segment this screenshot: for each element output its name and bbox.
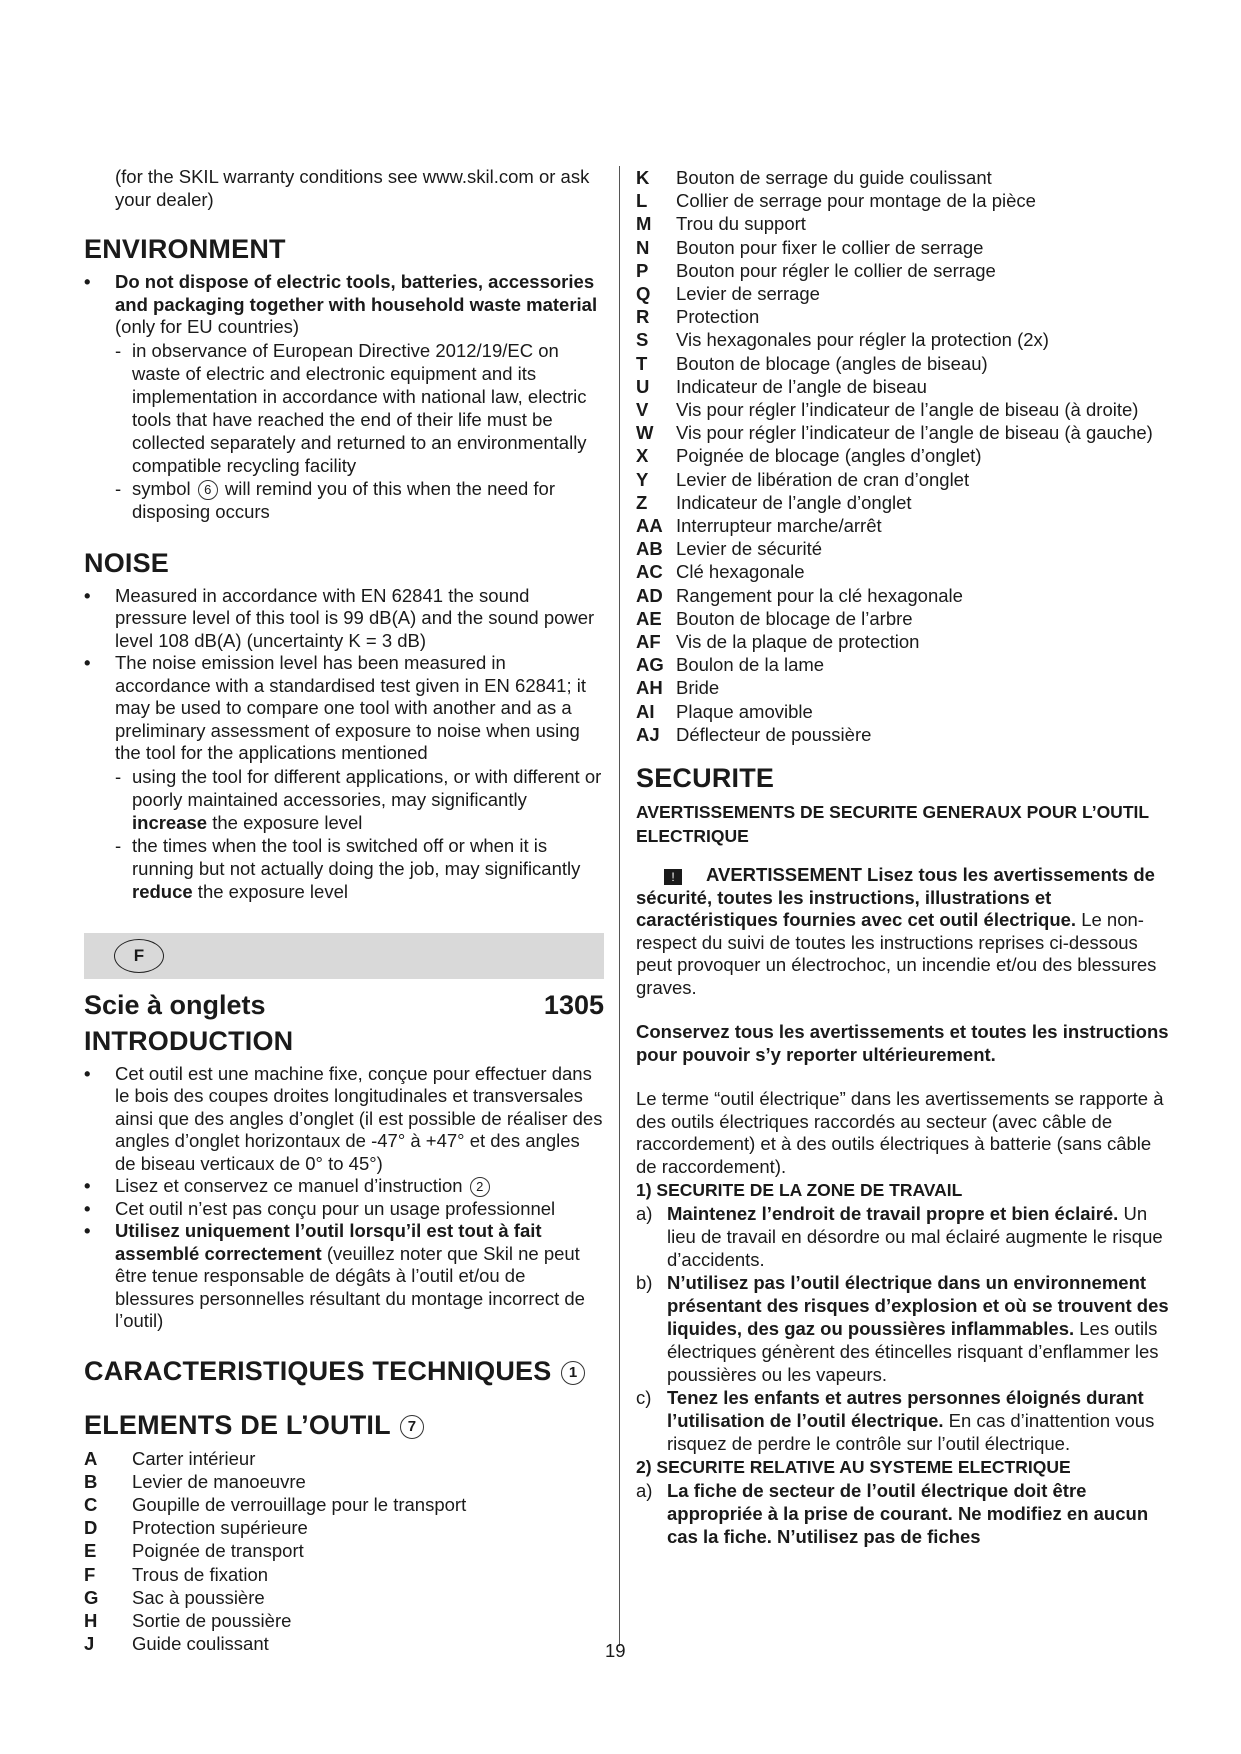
- noise-bullet-2-text: The noise emission level has been measured in accordance with a standardised test given in EN 62841; it may be used to compare one tool with another and as a preliminary assessment of exposure to noise when using the tool for the applications mentioned: [115, 652, 587, 763]
- part-letter: AF: [636, 631, 661, 653]
- part-letter: Y: [636, 468, 649, 490]
- environment-dash-list: [115, 339, 604, 523]
- part-letter: F: [84, 1563, 96, 1585]
- part-letter: AC: [636, 561, 663, 583]
- page-number: 19: [605, 1640, 626, 1661]
- part-description: Levier de serrage: [676, 283, 820, 305]
- noise-dash-2-post: the exposure level: [192, 880, 348, 902]
- part-description: Sac à poussière: [132, 1586, 265, 1608]
- intro-bullet-3: • Cet outil n’est pas conçu pour un usage professionnel: [84, 1198, 604, 1221]
- warranty-note: (for the SKIL warranty conditions see www.skil.com or ask your dealer): [115, 166, 590, 210]
- part-description: Déflecteur de poussière: [676, 723, 872, 745]
- part-letter: C: [84, 1493, 98, 1515]
- part-letter: P: [636, 259, 649, 281]
- intro-bullet-4: [84, 1220, 604, 1333]
- intro-bullet-4-bold: Utilisez uniquement l’outil lorsqu’il est tout à fait assemblé correctement: [115, 1220, 542, 1264]
- section-1-b-bold: N’utilisez pas l’outil électrique dans un environnement présentant des risques d’explosion et où se trouvent des liquides, des gaz ou poussières inflammables.: [667, 1272, 1169, 1340]
- intro-bullet-2-text: Lisez et conservez ce manuel d’instruction: [115, 1175, 468, 1196]
- right-column: [636, 166, 1176, 1548]
- specs-heading-text: CARACTERISTIQUES TECHNIQUES: [84, 1355, 552, 1386]
- environment-dash-2-post: will remind you of this when the need for disposing occurs: [132, 477, 555, 522]
- column-divider: [619, 166, 620, 1646]
- warning-triangle-icon: !: [664, 869, 682, 885]
- part-description: Rangement pour la clé hexagonale: [676, 584, 963, 606]
- specs-heading: [84, 1355, 604, 1387]
- part-letter: AB: [636, 538, 663, 560]
- part-description: Interrupteur marche/arrêt: [676, 515, 882, 537]
- part-description: Levier de manoeuvre: [132, 1470, 306, 1492]
- part-description: Poignée de blocage (angles d’onglet): [676, 445, 982, 467]
- keep-instructions: Conservez tous les avertissements et toutes les instructions pour pouvoir s’y reporter ultérieurement.: [636, 1021, 1169, 1065]
- noise-dash-2-bold: reduce: [132, 880, 193, 902]
- part-description: Bouton de blocage (angles de biseau): [676, 352, 988, 374]
- part-letter: T: [636, 352, 648, 374]
- figure-ref-7: 7: [400, 1415, 424, 1439]
- securite-subheading: AVERTISSEMENTS DE SECURITE GENERAUX POUR L’OUTIL ELECTRIQUE: [636, 802, 1149, 847]
- noise-bullet-1: • Measured in accordance with EN 62841 the sound pressure level of this tool is 99 dB(A) and the sound power level 108 dB(A) (uncertainty K = 3 dB): [84, 585, 604, 653]
- section-2-item-a: [636, 1479, 1176, 1548]
- warning-bold: AVERTISSEMENT Lisez tous les avertissements de sécurité, toutes les instructions, illustrations et caractéristiques fournies avec cet outil électrique.: [636, 864, 1155, 931]
- section-1-c-text: En cas d’inattention vous risquez de perdre le contrôle sur l’outil électrique.: [667, 1410, 1155, 1455]
- part-description: Levier de sécurité: [676, 538, 823, 560]
- part-letter: M: [636, 213, 652, 235]
- part-letter: Q: [636, 283, 651, 305]
- language-badge: F: [114, 939, 164, 973]
- warning-text: Le non-respect du suivi de toutes les instructions reprises ci-dessous peut provoquer un électrochoc, un incendie et/ou des blessures graves.: [636, 909, 1157, 998]
- noise-dash-1-pre: using the tool for different applications, or with different or poorly maintained accessories, may significantly: [132, 765, 602, 810]
- section-1-list: [636, 1202, 1176, 1455]
- part-letter: R: [636, 306, 650, 328]
- noise-dash-1: [115, 765, 604, 834]
- part-description: Vis de la plaque de protection: [676, 631, 920, 653]
- part-letter: U: [636, 375, 650, 397]
- part-description: Trou du support: [676, 213, 806, 235]
- section-1-c-bold: Tenez les enfants et autres personnes éloignés durant l’utilisation de l’outil électrique.: [667, 1387, 1144, 1432]
- part-description: Protection supérieure: [132, 1517, 308, 1539]
- noise-dash-1-bold: increase: [132, 811, 208, 833]
- part-description: Vis pour régler l’indicateur de l’angle de biseau (à droite): [676, 399, 1139, 421]
- parts-list-right: [636, 166, 1176, 746]
- product-title-row: [84, 987, 604, 1023]
- part-letter: W: [636, 422, 654, 444]
- part-letter: K: [636, 167, 650, 188]
- figure-ref-6: 6: [198, 480, 218, 500]
- environment-list: [84, 271, 604, 523]
- noise-dash-2-pre: the times when the tool is switched off or when it is running but not actually doing the job, may significantly: [132, 834, 581, 879]
- noise-heading: NOISE: [84, 547, 170, 578]
- section-1-item-b: [636, 1271, 1176, 1386]
- part-description: Bouton pour régler le collier de serrage: [676, 259, 996, 281]
- part-description: Goupille de verrouillage pour le transport: [132, 1493, 467, 1515]
- part-description: Bouton de serrage du guide coulissant: [676, 167, 992, 188]
- part-description: Trous de fixation: [132, 1563, 269, 1585]
- section-1-item-c: [636, 1386, 1176, 1455]
- part-description: Bride: [676, 677, 720, 699]
- section-1-b-text: Les outils électriques génèrent des étincelles risquant d’enflammer les poussières ou les vapeurs.: [667, 1318, 1159, 1386]
- product-title: Scie à onglets: [84, 989, 266, 1020]
- figure-ref-2: 2: [470, 1177, 490, 1197]
- term-paragraph: Le terme “outil électrique” dans les avertissements se rapporte à des outils électriques raccordés au secteur (avec câble de raccordement) et à des outils électriques à batterie (sans câble de raccordement).: [636, 1088, 1164, 1177]
- item-a-label: a): [636, 1480, 653, 1502]
- part-description: Plaque amovible: [676, 700, 813, 722]
- environment-bullet-rest: (only for EU countries): [115, 316, 300, 337]
- section-1-heading: 1) SECURITE DE LA ZONE DE TRAVAIL: [636, 1180, 963, 1201]
- part-letter: AD: [636, 584, 663, 606]
- part-letter: AJ: [636, 723, 660, 745]
- part-description: Carter intérieur: [132, 1447, 256, 1469]
- section-1-a-bold: Maintenez l’endroit de travail propre et bien éclairé.: [667, 1203, 1119, 1225]
- elements-heading: [84, 1409, 604, 1441]
- environment-dash-2-pre: symbol: [132, 477, 196, 499]
- language-band: [84, 933, 604, 979]
- introduction-list: [84, 1063, 604, 1333]
- part-description: Bouton de blocage de l’arbre: [676, 607, 913, 629]
- environment-bullet: [84, 271, 604, 523]
- part-description: Sortie de poussière: [132, 1609, 292, 1631]
- noise-bullet-2: [84, 652, 604, 903]
- part-description: Protection: [676, 306, 760, 328]
- section-1-a-text: Un lieu de travail en désordre ou mal éclairé augmente le risque d’accidents.: [667, 1203, 1163, 1271]
- securite-heading: SECURITE: [636, 763, 775, 794]
- part-letter: E: [84, 1540, 97, 1562]
- intro-bullet-1: • Cet outil est une machine fixe, conçue pour effectuer dans le bois des coupes droites longitudinales et transversales ainsi que des angles d’onglet (il est possible de réaliser des angles d’onglet horizontaux de -47° à +47° et des angles de biseau verticaux de 0° to 45°): [84, 1063, 604, 1176]
- figure-ref-1: 1: [561, 1361, 585, 1385]
- intro-bullet-2: [84, 1175, 604, 1198]
- part-letter: A: [84, 1447, 98, 1469]
- part-letter: G: [84, 1586, 99, 1608]
- part-letter: AG: [636, 654, 664, 676]
- part-description: Poignée de transport: [132, 1540, 304, 1562]
- warning-paragraph: [636, 864, 1176, 999]
- section-2-list: [636, 1479, 1176, 1548]
- parts-list-left: [84, 1447, 604, 1656]
- part-letter: X: [636, 445, 649, 467]
- part-letter: J: [84, 1633, 95, 1655]
- part-letter: H: [84, 1609, 98, 1631]
- part-letter: AE: [636, 607, 662, 629]
- left-column: [84, 166, 604, 1655]
- item-a-label: a): [636, 1203, 653, 1225]
- noise-list: [84, 585, 604, 903]
- environment-heading: ENVIRONMENT: [84, 234, 286, 264]
- part-description: Guide coulissant: [132, 1633, 269, 1655]
- product-number: 1305: [543, 989, 604, 1020]
- part-description: Clé hexagonale: [676, 561, 805, 583]
- item-c-label: c): [636, 1387, 652, 1409]
- noise-dash-list: [115, 765, 604, 903]
- part-letter: AH: [636, 677, 663, 699]
- elements-heading-text: ELEMENTS DE L’OUTIL: [84, 1409, 391, 1440]
- part-letter: S: [636, 329, 649, 351]
- part-letter: Z: [636, 491, 648, 513]
- section-1-item-a: [636, 1202, 1176, 1271]
- part-letter: V: [636, 399, 649, 421]
- item-b-label: b): [636, 1272, 653, 1294]
- part-letter: L: [636, 190, 648, 212]
- intro-bullet-4-rest: (veuillez noter que Skil ne peut être tenue responsable de dégâts à l’outil et/ou de blessures personnelles résultant du montage incorrect de l’outil): [115, 1242, 585, 1331]
- part-description: Boulon de la lame: [676, 654, 825, 676]
- part-letter: N: [636, 236, 650, 258]
- part-description: Indicateur de l’angle d’onglet: [676, 491, 912, 513]
- section-2-a-bold: La fiche de secteur de l’outil électrique doit être appropriée à la prise de courant. Ne modifiez en aucun cas la fiche. N’utilisez pas de fiches: [667, 1480, 1149, 1548]
- part-letter: AI: [636, 700, 655, 722]
- part-letter: D: [84, 1517, 98, 1539]
- environment-dash-2: [115, 477, 604, 523]
- part-description: Vis pour régler l’indicateur de l’angle de biseau (à gauche): [676, 422, 1153, 444]
- noise-dash-1-post: the exposure level: [207, 811, 363, 833]
- environment-bullet-bold: Do not dispose of electric tools, batteries, accessories and packaging together with household waste material: [115, 271, 598, 315]
- introduction-heading: INTRODUCTION: [84, 1025, 294, 1056]
- noise-dash-2: [115, 834, 604, 903]
- part-description: Collier de serrage pour montage de la pièce: [676, 190, 1036, 212]
- part-description: Vis hexagonales pour régler la protection (2x): [676, 329, 1049, 351]
- section-2-heading: 2) SECURITE RELATIVE AU SYSTEME ELECTRIQUE: [636, 1457, 1071, 1478]
- part-letter: B: [84, 1470, 98, 1492]
- environment-dash-1: - in observance of European Directive 2012/19/EC on waste of electric and electronic equipment and its implementation in accordance with national law, electric tools that have reached the end of their life must be collected separately and returned to an environmentally compatible recycling facility: [115, 339, 604, 477]
- part-description: Indicateur de l’angle de biseau: [676, 375, 927, 397]
- part-description: Bouton pour fixer le collier de serrage: [676, 236, 984, 258]
- part-description: Levier de libération de cran d’onglet: [676, 468, 970, 490]
- part-letter: AA: [636, 515, 663, 537]
